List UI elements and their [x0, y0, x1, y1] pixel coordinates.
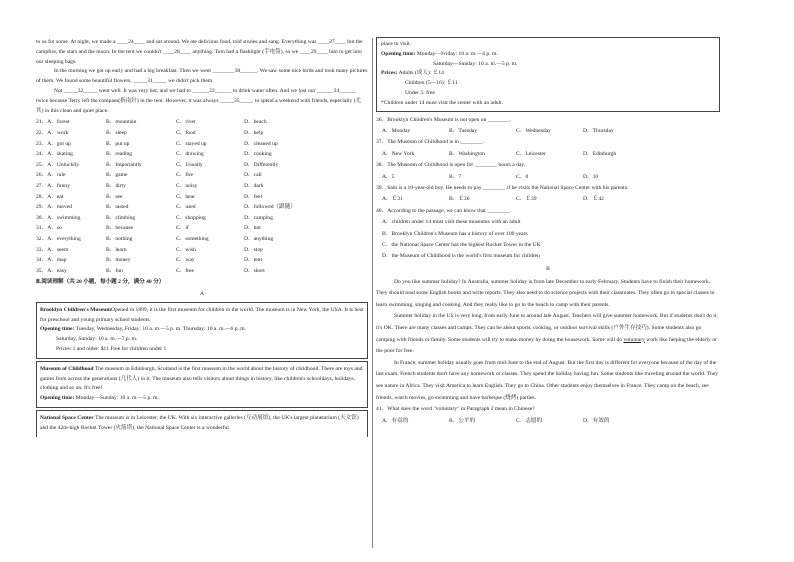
option-row-22 [36, 128, 368, 139]
option-row-28 [36, 192, 368, 203]
option[interactable]: C．noisy [176, 182, 198, 189]
option[interactable]: A．New York [382, 150, 415, 157]
option[interactable]: C．Usually [176, 161, 203, 168]
passage-b-paragraph-1: Do you like summer holiday? In Australia, summer holiday is from late December to early February. Students have to finish their homework. They should read some English books and write reports. They also need to do science projects with their classmates. They often go to special classes to learn swimming, singing and cooking. And they really like to go to the beach to camp with their parents. [376, 278, 715, 308]
option[interactable]: 21．A．forest [36, 119, 70, 126]
option[interactable]: A．5 [382, 173, 395, 180]
paragraph-2-text-before: Summer holiday in the US is very long, from early June to around late August. Teachers will give summer homework. But if students don't do it, it's OK. There are many classes and camps. They can be about sports, cooking, or outdoor survival skills (户外生存技巧). Some students also go camping with friends or family. Some students will try to make money by doing the housework. Some will do [376, 313, 718, 343]
opening-hours: Tuesday, Wednesday, Friday: 10 a. m.—5 p. m. Thursday: 10 a. m.—6 p. m. [75, 326, 247, 333]
question-36: 36．Brooklyn Children's Museum is not open on ________. [376, 116, 512, 123]
passage-b-paragraph-2 [376, 311, 720, 357]
option[interactable]: B．game [106, 172, 128, 179]
option[interactable]: 34．A．map [36, 257, 67, 264]
option[interactable]: D．有效的 [583, 417, 610, 424]
option[interactable]: 26．A．rule [36, 172, 66, 179]
option[interactable]: C．food [176, 129, 196, 136]
option[interactable]: D．10 [583, 173, 599, 180]
q37-options [376, 149, 720, 160]
option[interactable]: 23．A．got up [36, 140, 71, 147]
option[interactable]: B．sleep [106, 129, 127, 136]
option[interactable]: A．￡31 [382, 196, 403, 203]
option-row-32 [36, 234, 368, 245]
option[interactable]: C．used [176, 204, 196, 211]
option-row-24 [36, 149, 368, 160]
option[interactable]: 35．A．easy [36, 267, 67, 274]
option[interactable]: A．Monday [382, 127, 411, 134]
option[interactable]: B．Brooklyn Children's Museum has a history of over 100 years [382, 230, 528, 237]
box-top-text: place to visit. [381, 41, 411, 47]
space-center-info-box [376, 37, 720, 112]
option[interactable]: D．feel [244, 193, 263, 200]
option[interactable]: 22．A．work [36, 129, 69, 136]
option[interactable]: D．but [244, 225, 261, 232]
option[interactable]: C．river [176, 119, 196, 126]
opening-hours: Monday—Sunday: 10 a. m.—5 p. m. [75, 395, 159, 402]
option[interactable]: D．cooking [244, 151, 272, 158]
option[interactable]: 25．A．Unluckily [36, 161, 80, 168]
opening-weekend: Saturday—Sunday: 10 a. m.—5 p. m. [433, 60, 518, 67]
option-row-33 [36, 245, 368, 256]
option[interactable]: B．fun [106, 267, 123, 274]
option[interactable]: B．because [106, 225, 134, 232]
option[interactable]: C．Wednesday [516, 127, 551, 134]
questions-36-40 [376, 115, 720, 263]
q36-options [376, 126, 720, 137]
option[interactable]: 27．A．funny [36, 182, 70, 189]
option[interactable]: C．if [176, 225, 189, 232]
space-center-name: National Space Center [40, 415, 94, 422]
column-divider [372, 38, 373, 548]
option[interactable]: C．Leicester [516, 150, 546, 157]
childhood-museum-name: Museum of Childhood [40, 365, 94, 372]
option[interactable]: A．有益的 [382, 417, 409, 424]
option[interactable]: 28．A．eat [36, 193, 64, 200]
option[interactable]: D．Thursday [583, 127, 614, 134]
option[interactable]: D．short [244, 267, 265, 274]
space-center-desc: The museum is in Leicester, the UK. With six interactive galleries (互动展馆), the UK's largest planetarium (天文馆) and the 42m-high Rocket Tower (火箭塔), the National Space Center is a wonderful [40, 415, 359, 431]
price-adults: Adults (成人): ￡14 [398, 70, 444, 77]
option-row-25 [36, 160, 368, 171]
childhood-museum-desc: The museum in Edinburgh, Scotland is the first museum in the world about the history of childhood. There are toys and games from across the generations (几代人) in it. The museum also tells visitors about things in history, like children's schooldays, holidays, clothing and so on. It's free! [40, 365, 363, 392]
option[interactable]: D．Differently [244, 161, 279, 168]
option[interactable]: C．stayed up [176, 140, 207, 147]
cloze-paragraph-2: In the morning we got up early and had a big breakfast. Then we went ________30______. We saw some nice birds and took many pictures of them. We found some beautiful flowers, _____31_____ we didn't pick them. [36, 68, 368, 85]
option-row-26 [36, 170, 368, 181]
option-row-34 [36, 255, 368, 266]
option[interactable]: D．Edinburgh [583, 150, 617, 157]
option[interactable]: C．free [176, 267, 195, 274]
option[interactable]: D．cleaned up [244, 140, 278, 147]
option[interactable]: B．mountain [106, 119, 137, 126]
brooklyn-museum-desc: Opened in 1899, it is the first museum for children in the world. The museum is in New York, the USA. It is best for preschool and young primary school students. [40, 306, 364, 323]
option[interactable]: C．志愿的 [516, 417, 543, 424]
passage-letter-a: A [199, 291, 205, 298]
option[interactable]: B．公平的 [449, 417, 476, 424]
passage-b [376, 277, 720, 428]
option[interactable]: 29．A．moved [36, 204, 73, 211]
option[interactable]: D．followed（跟随） [244, 204, 296, 211]
option[interactable]: C．the National Space Center has the highest Rocket Tower in the UK [382, 241, 541, 248]
option[interactable]: B．climbing [106, 214, 136, 221]
question-39: 39．Sam is a 10-year-old boy. He needs to pay ________ if he visits the National Space Center with his parents. [376, 184, 629, 191]
weekend-hours: Saturday, Sunday: 10 a. m.—7 p. m. [56, 336, 138, 343]
childhood-museum-box [36, 361, 368, 408]
option[interactable]: C．￡39 [516, 196, 537, 203]
option[interactable]: D．beach [244, 119, 267, 126]
option[interactable]: B．7 [449, 173, 462, 180]
option[interactable]: B．dirty [106, 182, 126, 189]
option[interactable]: D．help [244, 129, 264, 136]
option[interactable]: C．wish [176, 246, 196, 253]
option[interactable]: C．shopping [176, 214, 206, 221]
option[interactable]: B．reading [106, 151, 133, 158]
option[interactable]: B．nothing [106, 235, 133, 242]
cloze-paragraph-1: to us for some. At night, we made a ____24____ and sat around. We ate delicious food, told stories and sang. Everything was ____27____ but the campfire, the stars and the moon. In the tent we couldn't ____28____ anything. Tom had a flashlight (手电筒), so we ____29____ him to get into our sleeping bags. [36, 39, 363, 65]
option-row-31 [36, 223, 368, 234]
option[interactable]: B．put up [106, 140, 130, 147]
option[interactable]: D．dark [244, 182, 264, 189]
option[interactable]: B．learn [106, 246, 127, 253]
option[interactable]: 24．A．skating [36, 151, 73, 158]
option[interactable]: B．see [106, 193, 123, 200]
option[interactable]: 30．A．swimming [36, 214, 81, 221]
paragraph-2-text-after: work like helping the elderly or the poor for free. [376, 336, 717, 355]
price-children: Children (5—16): ￡11 [405, 80, 458, 87]
option[interactable]: D．call [244, 172, 262, 179]
children-note: *Children under 14 must visit the center with an adult. [381, 99, 504, 106]
q41-options [376, 416, 720, 427]
question-40: 40．According to the passage, we can know that ________. [376, 207, 511, 214]
option[interactable]: C．8 [516, 173, 529, 180]
passage-letter-b: B [546, 265, 550, 272]
option[interactable]: C．something [176, 235, 209, 242]
right-column [376, 0, 720, 427]
price-under5: Under 5: free [405, 89, 435, 96]
option[interactable]: C．drawing [176, 151, 204, 158]
option-row-23 [36, 139, 368, 150]
option[interactable]: 33．A．seem [36, 246, 69, 253]
passage-b-paragraph-3: In France, summer holiday usually goes from mid-June to the end of August. But the first day is different for everyone because of the day of the last exam. French students don't have any homework or classes. They spend the holiday having fun. Some students like traveling around the world. They see nature in Africa. They visit America to learn English. They go to China. Other students enjoy themselves in France. They camp on the beach, see friends, watch movies, go swimming and have barbeque (烧烤) parties. [376, 359, 719, 401]
q39-options [376, 194, 720, 205]
option[interactable]: D．camping [244, 214, 273, 221]
option-row-35 [36, 266, 368, 277]
opening-label: Opening time: [40, 395, 75, 402]
option[interactable]: B．Washington [449, 150, 485, 157]
option[interactable]: B．Importantly [106, 161, 142, 168]
option-row-21 [36, 117, 368, 128]
opening-weekday: Monday—Friday: 10 a. m.—4 p. m. [416, 50, 498, 57]
cloze-paragraph-3: Not _____32_____ went well. It was very hot, and we had to ______33______ to drink water often. And we lost our ______34______ twice because Terry left the compass(指南针) in the tent. However, it was always _____35_____ to spend a weekend with friends, especially (尤其) in this clean and quiet place. [36, 87, 362, 114]
option[interactable]: 32．A．everything [36, 235, 81, 242]
option[interactable]: B．money [106, 257, 131, 264]
option[interactable]: C．fire [176, 172, 194, 179]
prices-label: Prices: [381, 70, 398, 77]
option[interactable]: B．Tuesday [449, 127, 478, 134]
brooklyn-museum-name: Brooklyn Children's Museum [40, 306, 111, 313]
prices: Prices: 1 and older: $11 Free for children under 1 [56, 346, 167, 353]
question-41: 41．What does the word "voluntary" in Paragraph 2 mean in Chinese? [376, 406, 535, 413]
question-37: 37．The Museum of Childhood is in ________. [376, 139, 484, 146]
opening-label: Opening time: [381, 50, 416, 57]
option[interactable]: D．anything [244, 235, 274, 242]
option[interactable]: 31．A．so [36, 225, 62, 232]
option[interactable]: A．children under 14 must visit these museums with an adult [382, 219, 521, 226]
q38-options [376, 172, 720, 183]
option[interactable]: B．￡36 [449, 196, 470, 203]
option[interactable]: D．￡42 [583, 196, 604, 203]
option[interactable]: D．tent [244, 257, 263, 264]
option-row-30 [36, 213, 368, 224]
cloze-options [36, 117, 368, 276]
option[interactable]: D．the Museum of Childhood is the world's first museum for children [382, 253, 540, 260]
option[interactable]: C．way [176, 257, 195, 264]
option[interactable]: D．stop [244, 246, 263, 253]
section-heading: Ⅲ.阅读理解（共 20 小题，每小题 2 分，满分 40 分） [36, 279, 165, 286]
voluntary-word: voluntary [623, 336, 645, 343]
brooklyn-museum-box [36, 302, 368, 359]
space-center-box [36, 410, 368, 437]
option-row-27 [36, 181, 368, 192]
option[interactable]: C．hear [176, 193, 195, 200]
question-38: 38．The Museum of Childhood is open for ________ hours a day. [376, 162, 526, 169]
left-column [36, 38, 368, 437]
opening-label: Opening time: [40, 326, 75, 333]
option[interactable]: B．tasted [106, 204, 129, 211]
option-row-29 [36, 202, 368, 213]
